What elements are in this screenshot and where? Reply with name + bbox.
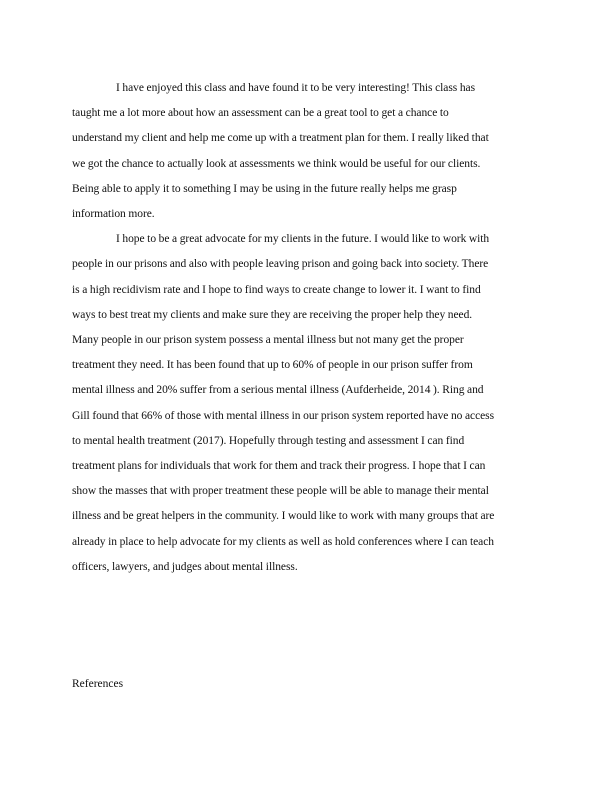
text-line: I have enjoyed this class and have found it to be very interesting! This class has	[116, 82, 475, 94]
text-line: I hope to be a great advocate for my clients in the future. I would like to work with	[116, 233, 490, 246]
text-line: information more.	[72, 208, 155, 221]
text-line: Many people in our prison system possess a mental illness but not many get the proper	[72, 334, 464, 347]
text-line: already in place to help advocate for my clients as well as hold conferences where I can teach	[72, 535, 494, 548]
text-line: understand my client and help me come up with a treatment plan for them. I really liked that	[72, 132, 489, 145]
text-line: officers, lawyers, and judges about mental illness.	[72, 560, 298, 573]
text-line: ways to best treat my clients and make sure they are receiving the proper help they need.	[72, 308, 473, 321]
text-line: mental illness and 20% suffer from a serious mental illness (Aufderheide, 2014 ). Ring and	[72, 384, 484, 397]
text-line: treatment plans for individuals that work for them and track their progress. I hope that I can	[72, 460, 486, 473]
text-line: illness and be great helpers in the community. I would like to work with many groups that are	[72, 510, 495, 523]
text-line: Gill found that 66% of those with mental illness in our prison system reported have no access	[72, 409, 495, 422]
text-line: we got the chance to actually look at assessments we think would be useful for our clients.	[72, 157, 481, 170]
text-line: show the masses that with proper treatment these people will be able to manage their mental	[72, 485, 489, 498]
document-page	[72, 76, 529, 580]
text-line: treatment they need. It has been found that up to 60% of people in our prison suffer from	[72, 359, 473, 372]
text-line: taught me a lot more about how an assessment can be a great tool to get a chance to	[72, 107, 449, 120]
text-line: is a high recidivism rate and I hope to find ways to create change to lower it. I want to find	[72, 283, 481, 296]
text-line: people in our prisons and also with people leaving prison and going back into society. There	[72, 258, 489, 271]
text-line: to mental health treatment (2017). Hopefully through testing and assessment I can find	[72, 434, 465, 447]
paragraph-1	[72, 76, 529, 227]
references-heading: References	[72, 678, 124, 690]
text-line: Being able to apply it to something I may be using in the future really helps me grasp	[72, 182, 457, 195]
paragraph-2	[72, 227, 529, 580]
